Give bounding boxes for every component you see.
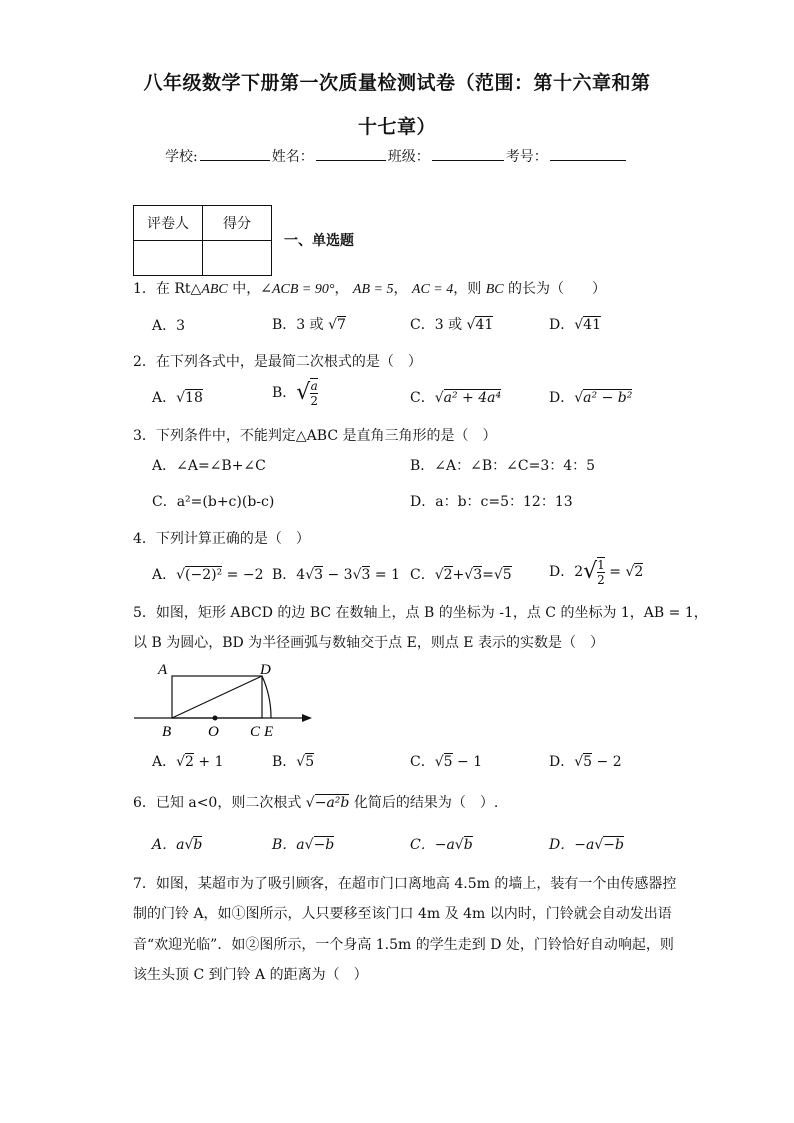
q6-stem: 6．已知 a<0，则二次根式 √−a²b 化简后的结果为（ ）. <box>133 795 499 811</box>
name-blank[interactable] <box>316 146 386 161</box>
exam-title-line1: 八年级数学下册第一次质量检测试卷（范围：第十六章和第 <box>143 72 651 94</box>
class-label: 班级： <box>387 149 430 165</box>
q3-option-a[interactable]: A．∠A=∠B+∠C <box>152 458 266 474</box>
q7-stem-line1: 7．如图，某超市为了吸引顾客，在超市门口离地高 4.5m 的墙上，装有一个由传感器控 <box>133 876 677 892</box>
label-e: E <box>264 724 274 740</box>
q6-option-d[interactable]: D．−a√−b <box>549 837 624 853</box>
q4-option-a[interactable]: A．√(−2)² = −2 <box>152 567 264 583</box>
grader-header: 评卷人 <box>134 206 203 241</box>
q5-figure <box>130 658 320 742</box>
label-a: A <box>158 662 168 678</box>
q1-option-a[interactable]: A．3 <box>152 318 186 334</box>
id-label: 考号： <box>505 149 548 165</box>
arc-de <box>262 676 271 718</box>
label-d: D <box>260 662 271 678</box>
q6-option-a[interactable]: A．a√b <box>152 837 203 853</box>
q5-option-a[interactable]: A．√2 + 1 <box>152 754 224 770</box>
id-blank[interactable] <box>550 146 626 161</box>
label-c: C <box>250 724 261 740</box>
diagonal-bd <box>172 676 262 718</box>
grader-cell[interactable] <box>134 241 203 276</box>
exam-title-line2: 十七章） <box>357 116 436 138</box>
q2-option-a[interactable]: A．√18 <box>152 390 203 406</box>
q7-stem-line3: 音“欢迎光临”．如②图所示，一个身高 1.5m 的学生走到 D 处，门铃恰好自动响起，则 <box>133 937 674 953</box>
q3-option-c[interactable]: C．a²=(b+c)(b-c) <box>152 494 275 510</box>
score-header: 得分 <box>203 206 272 241</box>
student-info-row <box>165 146 628 166</box>
q5-option-c[interactable]: C．√5 − 1 <box>410 754 483 770</box>
q5-stem-line2: 以 B 为圆心，BD 为半径画弧与数轴交于点 E，则点 E 表示的实数是（ ） <box>133 635 604 651</box>
q4-option-b[interactable]: B．4√3 − 3√3 = 1 <box>272 567 400 583</box>
label-o: O <box>208 724 219 740</box>
q2-stem: 2．在下列各式中，是最简二次根式的是（ ） <box>133 354 422 370</box>
q2-option-c[interactable]: C．√a² + 4a⁴ <box>410 390 502 406</box>
q1-option-c[interactable]: C．3 或 √41 <box>410 317 494 333</box>
score-table <box>133 205 272 276</box>
q3-option-d[interactable]: D．a：b：c=5：12：13 <box>410 494 573 510</box>
score-cell[interactable] <box>203 241 272 276</box>
q6-option-c[interactable]: C．−a√b <box>410 837 473 853</box>
q7-stem-line2: 制的门铃 A，如①图所示，人只要移至该门口 4m 及 4m 以内时，门铃就会自动发出语 <box>133 906 672 922</box>
q2-option-b[interactable]: B．√ $\frac{a}{2}$ <box>272 379 318 408</box>
q1-option-b[interactable]: B．3 或 √7 <box>272 317 346 333</box>
q2-option-d[interactable]: D．√a² − b² <box>549 390 633 406</box>
name-label: 姓名： <box>271 149 314 165</box>
q5-option-d[interactable]: D．√5 − 2 <box>549 754 622 770</box>
q4-option-c[interactable]: C．√2+√3=√5 <box>410 567 512 583</box>
q3-stem: 3．下列条件中，不能判定△ABC 是直角三角形的是（ ） <box>133 428 497 444</box>
school-label: 学校: <box>165 149 198 165</box>
q3-option-b[interactable]: B．∠A：∠B：∠C=3：4：5 <box>410 458 596 474</box>
origin-dot <box>213 716 218 721</box>
section-title: 一、单选题 <box>284 233 354 249</box>
school-blank[interactable] <box>200 146 270 161</box>
q1-stem: 1．在 Rt△ABC 中，∠ACB = 90°， AB = 5， AC = 4，则 BC 的长为（ ） <box>133 281 607 297</box>
q4-stem: 4．下列计算正确的是（ ） <box>133 531 310 547</box>
class-blank[interactable] <box>432 146 504 161</box>
q1-option-d[interactable]: D．√41 <box>549 317 601 333</box>
q5-option-b[interactable]: B．√5 <box>272 754 315 770</box>
q6-option-b[interactable]: B．a√−b <box>272 837 335 853</box>
axis-arrow-icon <box>302 714 312 722</box>
q4-option-d[interactable]: D．2√ $\frac{1}{2}$ = √2 <box>549 558 644 587</box>
q5-stem-line1: 5．如图，矩形 ABCD 的边 BC 在数轴上，点 B 的坐标为 -1，点 C 的坐标为 1，AB = 1， <box>133 605 708 621</box>
q7-stem-line4: 该生头顶 C 到门铃 A 的距离为（ ） <box>133 967 368 983</box>
label-b: B <box>162 724 172 740</box>
